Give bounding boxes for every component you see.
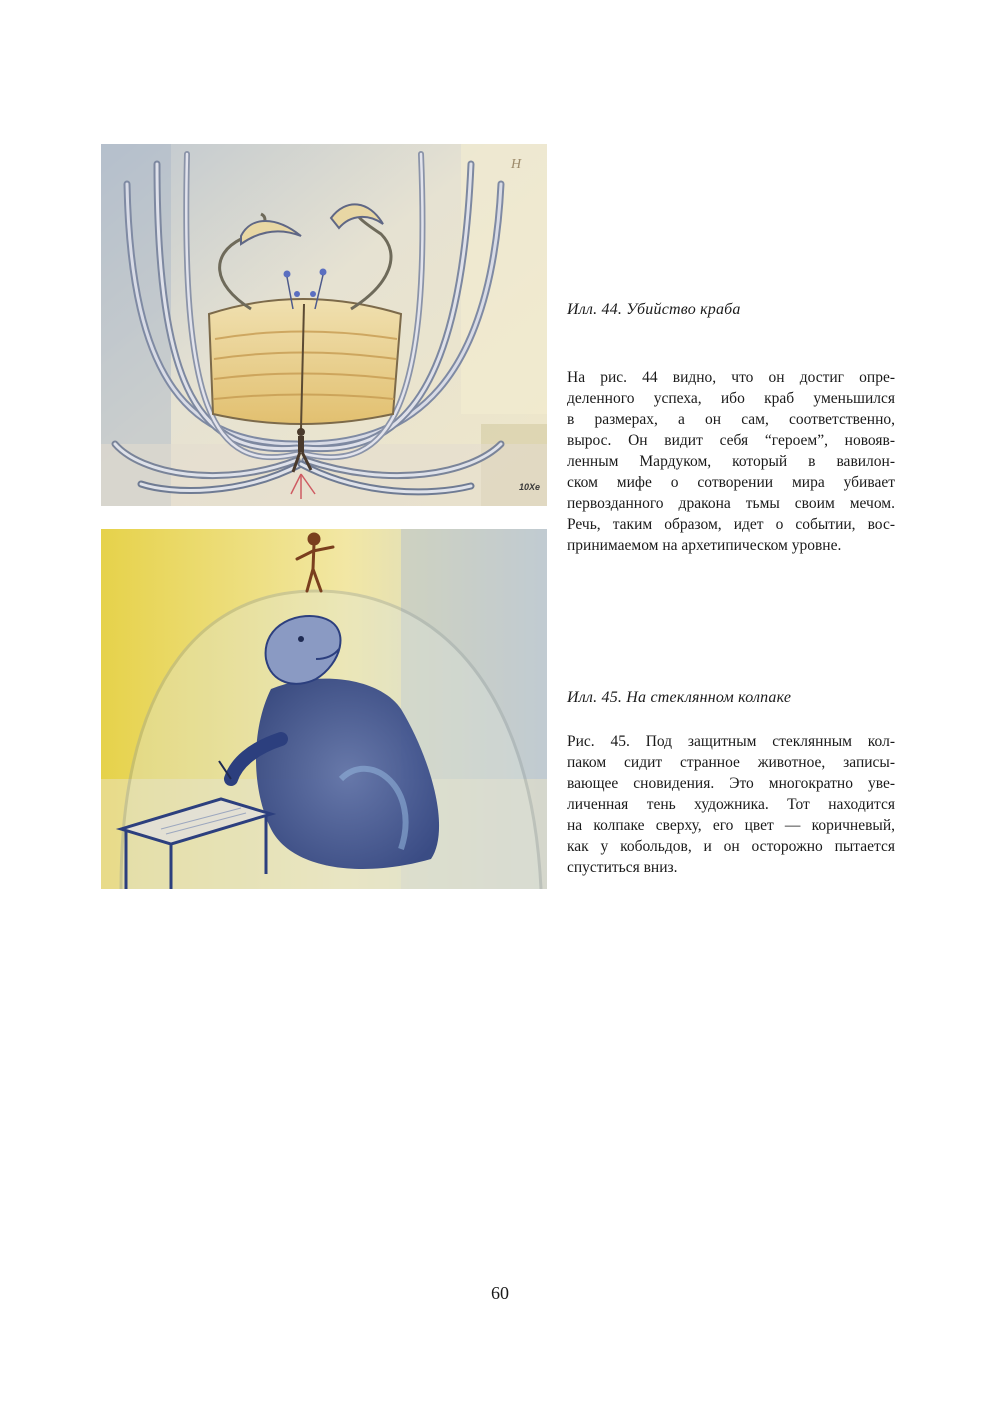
text-line: спуститься вниз. — [567, 859, 678, 876]
text-line: паком сидит странное животное, записы- — [567, 754, 895, 771]
glass-dome-painting — [101, 529, 547, 889]
figure-description-44 — [567, 367, 895, 556]
illustration-44-crab — [101, 144, 547, 506]
text-line: ленным Мардуком, который в вавилон- — [567, 453, 895, 470]
figure-description-45 — [567, 731, 895, 878]
text-line: первозданного дракона тьмы своим мечом. — [567, 495, 895, 512]
illustration-45-glass-dome — [101, 529, 547, 889]
text-line: ском мифе о сотворении мира убивает — [567, 474, 895, 491]
text-line: Рис. 45. Под защитным стеклянным кол- — [567, 733, 895, 750]
crab-painting-date: 10Xe — [519, 482, 541, 492]
text-line: как у кобольдов, и он осторожно пытается — [567, 838, 895, 855]
text-line: в размерах, а он сам, соответственно, — [567, 411, 895, 428]
page-number: 60 — [491, 1283, 509, 1303]
text-line: На рис. 44 видно, что он достиг опре- — [567, 369, 895, 386]
crab-painting-mark: H — [511, 157, 522, 172]
text-line: деленного успеха, ибо краб уменьшился — [567, 390, 895, 407]
text-line: принимаемом на архетипическом уровне. — [567, 537, 842, 554]
figure-caption-44: Илл. 44. Убийство краба — [567, 301, 741, 318]
text-line: вырос. Он видит себя “героем”, новояв- — [567, 432, 895, 449]
figure-caption-45: Илл. 45. На стеклянном колпаке — [567, 689, 792, 706]
crab-painting — [101, 144, 547, 506]
text-line: Речь, таким образом, идет о событии, вос- — [567, 516, 895, 533]
text-line: личенная тень художника. Тот находится — [567, 796, 895, 813]
text-line: на колпаке сверху, его цвет — коричневый, — [567, 817, 895, 834]
text-line: вающее сновидения. Это многократно уве- — [567, 775, 895, 792]
